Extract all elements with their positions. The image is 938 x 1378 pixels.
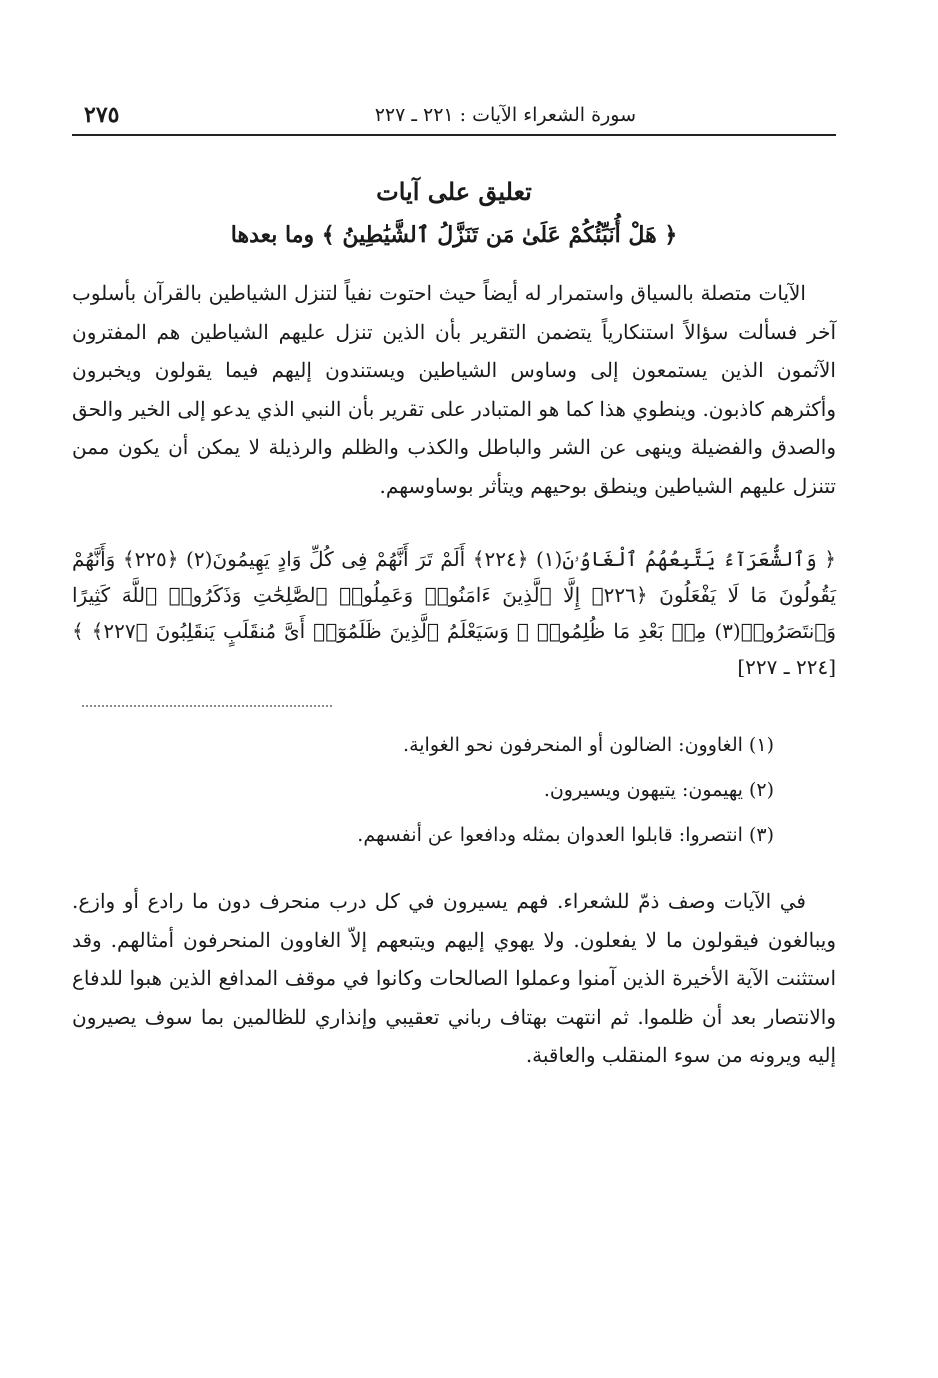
commentary-paragraph-2: في الآيات وصف ذمّ للشعراء. فهم يسيرون في كل درب منحرف دون ما رادع أو وازع. ويبالغون فيقولون ما لا يفعلون. ولا يهوي إليهم ويتبعهم إلاّ الغاوون المنحرفون أمثالهم. وقد استثنت الآية الأخيرة الذين آمنوا وعملوا الصالحات وكانوا في موقف المدافع الذين هبوا للدفاع والانتصار بعد أن ظلموا. ثم انتهت بهتاف رباني تعقيبي وإنذاري للظالمين بما سوف يصيرون إليه ويرونه من سوء المنقلب والعاقبة. [72, 889, 837, 1067]
running-header-title: سورة الشعراء الآيات : ٢٢١ ـ ٢٢٧ [374, 104, 636, 126]
footnote-separator [82, 705, 332, 707]
page-number: ٢٧٥ [84, 102, 120, 128]
quran-verses [72, 541, 836, 685]
section-title: تعليق على آيات [376, 177, 532, 206]
header-rule [72, 134, 836, 136]
footnote-2: (٢) يهيمون: يتيهون ويسيرون. [543, 779, 774, 801]
verses-reference: [٢٢٤ ـ ٢٢٧] [737, 655, 836, 679]
footnotes [72, 723, 836, 858]
footnote-3: (٣) انتصروا: قابلوا العدوان بمثله ودافعوا عن أنفسهم. [357, 824, 774, 846]
book-page [72, 96, 836, 1075]
commentary-paragraph-1: الآيات متصلة بالسياق واستمرار له أيضاً حيث احتوت نفياً لتنزل الشياطين بالقرآن بأسلوب آخر فسألت سؤالاً استنكارياً يتضمن التقرير بأن الذين تنزل عليهم الشياطين هم المفترون الآثمون الذين يستمعون إلى وساوس الشياطين ويستندون إليهم فيما يقولون ويخبرون وأكثرهم كاذبون. وينطوي هذا كما هو المتبادر على تقرير بأن النبي الذي يدعو إلى الخير والحق والصدق والفضيلة وينهى عن الشر والباطل والكذب والظلم والرذيلة لا يمكن أن يكون ممن تتنزل عليهم الشياطين وينطق بوحيهم ويتأثر بوساوسهم. [72, 281, 836, 498]
verses-text: ﴿ وَٱلشُّعَرَآءُ يَتَّبِعُهُمُ ٱلْغَاوُۥنَ(١) ﴿٢٢٤﴾ أَلَمْ تَرَ أَنَّهُمْ فِى كُلِّ وَادٍ يَهِيمُونَ(٢) ﴿٢٢٥﴾ وَأَنَّهُمْ يَقُولُونَ مَا لَا يَفْعَلُونَ ﴿٢٢٦﴾ إِلَّا ٱلَّذِينَ ءَامَنُوا۟ وَعَمِلُوا۟ ٱلصَّٰلِحَٰتِ وَذَكَرُوا۟ ٱللَّهَ كَثِيرًا وَٱنتَصَرُوا۟(٣) مِنۢ بَعْدِ مَا ظُلِمُوا۟ ۗ وَسَيَعْلَمُ ٱلَّذِينَ ظَلَمُوٓا۟ أَىَّ مُنقَلَبٍ يَنقَلِبُونَ ﴿٢٢٧﴾ ﴾ [72, 547, 837, 643]
section-subtitle: ﴿ هَلْ أُنَبِّئُكُمْ عَلَىٰ مَن تَنَزَّلُ ٱلشَّيَٰطِينُ ﴾ وما بعدها [230, 222, 678, 248]
running-header [72, 96, 836, 136]
footnote-1: (١) الغاوون: الضالون أو المنحرفون نحو الغواية. [403, 734, 774, 756]
